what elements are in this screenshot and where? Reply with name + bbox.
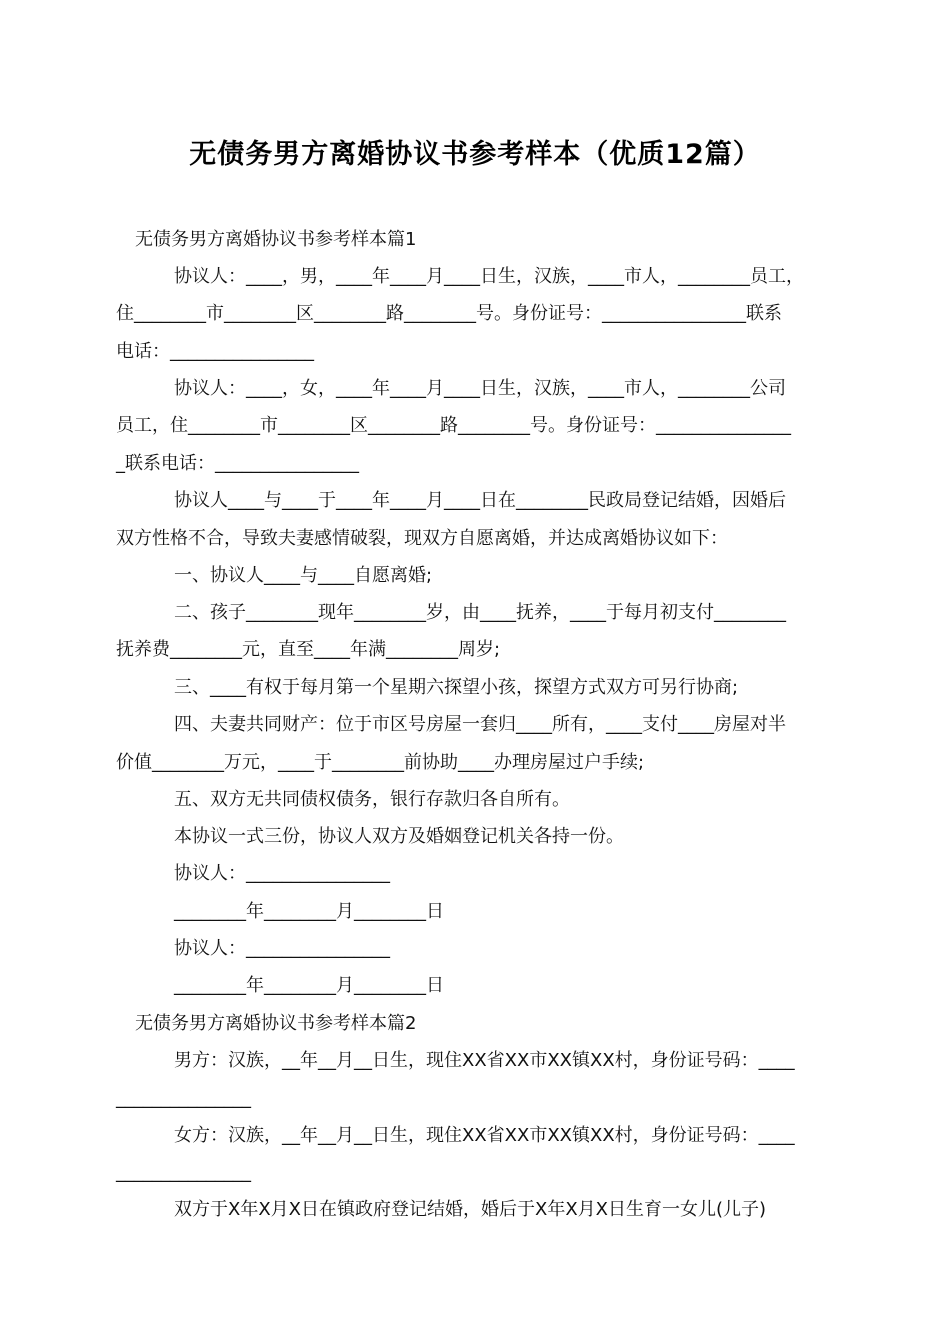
paragraph-line: 协议人：____，女，____年____月____日生，汉族，____市人，________公司 — [174, 378, 786, 399]
paragraph-line: 员工，住________市________区________路________号。身份证号：_______________ — [116, 415, 791, 436]
section-heading-1: 无债务男方离婚协议书参考样本篇1 — [135, 229, 417, 250]
paragraph-line: _______________ — [116, 1088, 251, 1109]
paragraph-line: _联系电话：________________ — [116, 453, 359, 474]
clause-line: 一、协议人____与____自愿离婚; — [174, 565, 433, 586]
paragraph-line: _______________ — [116, 1162, 251, 1183]
clause-line: 三、____有权于每月第一个星期六探望小孩，探望方式双方可另行协商; — [174, 677, 739, 698]
clause-line: 价值________万元，____于________前协助____办理房屋过户手续; — [116, 752, 645, 773]
signature-line: 协议人：________________ — [174, 863, 390, 884]
signature-line: 协议人：________________ — [174, 938, 390, 959]
paragraph-line: 协议人____与____于____年____月____日在________民政局登记结婚，因婚后 — [174, 490, 786, 511]
document-title: 无债务男方离婚协议书参考样本（优质12篇） — [189, 139, 761, 170]
paragraph-line: 住________市________区________路________号。身份证号：________________联系 — [116, 303, 782, 324]
clause-line: 四、夫妻共同财产：位于市区号房屋一套归____所有，____支付____房屋对半 — [174, 714, 786, 735]
paragraph-line: 双方性格不合，导致夫妻感情破裂，现双方自愿离婚，并达成离婚协议如下： — [116, 528, 728, 549]
paragraph-line: 男方：汉族，__年__月__日生，现住XX省XX市XX镇XX村，身份证号码：____ — [174, 1050, 795, 1071]
date-line: ________年________月________日 — [174, 901, 444, 922]
paragraph-line: 电话：________________ — [116, 341, 314, 362]
clause-line: 二、孩子________现年________岁，由____抚养，____于每月初支付________ — [174, 602, 786, 623]
clause-line: 抚养费________元，直至____年满________周岁; — [116, 639, 501, 660]
paragraph-line: 双方于X年X月X日在镇政府登记结婚，婚后于X年X月X日生育一女儿(儿子) — [174, 1199, 767, 1220]
section-heading-2: 无债务男方离婚协议书参考样本篇2 — [135, 1013, 417, 1034]
paragraph-line: 女方：汉族，__年__月__日生，现住XX省XX市XX镇XX村，身份证号码：____ — [174, 1125, 795, 1146]
clause-line: 五、双方无共同债权债务，银行存款归各自所有。 — [174, 789, 570, 810]
date-line: ________年________月________日 — [174, 975, 444, 996]
paragraph-line: 协议人：____，男，____年____月____日生，汉族，____市人，________员工， — [174, 266, 804, 287]
paragraph-line: 本协议一式三份，协议人双方及婚姻登记机关各持一份。 — [174, 826, 624, 847]
